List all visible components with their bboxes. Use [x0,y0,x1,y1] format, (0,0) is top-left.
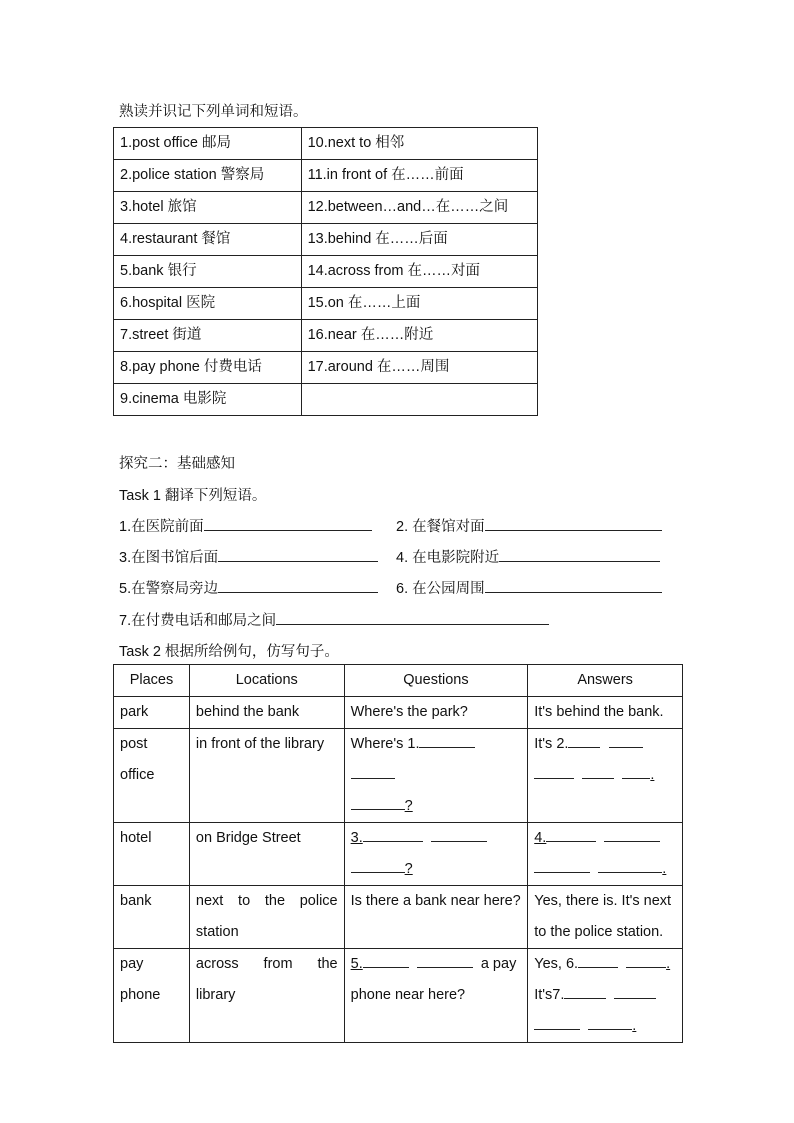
question-end: ? [404,861,413,877]
table-row [114,320,538,352]
answer-blank[interactable] [431,827,487,842]
answer-line: to the police station. [534,924,664,940]
section-heading: 探究二：基础感知 [119,456,235,472]
answer-blank[interactable] [534,764,574,779]
answer-blank[interactable] [363,827,423,842]
answer-prefix: Yes, 6. [534,956,579,972]
answer-blank[interactable] [363,953,409,968]
vocab-table [113,127,538,416]
task2-title: Task 2 根据所给例句，仿写句子。 [119,644,339,660]
answer-blank[interactable] [351,764,395,779]
place-line: post [120,736,148,752]
answer-blank[interactable] [534,858,590,873]
vocab-cell: 4.restaurant 餐馆 [114,224,302,256]
answer-blank[interactable] [485,516,662,531]
task1-item-1 [119,515,372,536]
vocab-cell: 9.cinema 电影院 [114,384,302,416]
question-prefix: 5. [350,956,363,972]
task1-item-text: 3.在图书馆后面 [119,550,219,566]
question-prefix: Where's 1. [350,736,420,752]
table-row [114,886,683,949]
answer-blank[interactable] [622,764,650,779]
vocab-cell: 3.hotel 旅馆 [114,192,302,224]
answer-blank[interactable] [582,764,614,779]
answer-blank[interactable] [534,1015,580,1030]
location-cell [189,949,344,1043]
table-row [114,128,538,160]
place-line: phone [120,987,161,1003]
place-cell: bank [114,886,190,949]
table-row [114,729,683,823]
answer-line: Yes, there is. It's next [534,893,672,909]
task1-item-6 [396,577,662,598]
location-line: station [195,924,239,940]
vocab-cell: 8.pay phone 付费电话 [114,352,302,384]
vocab-cell: 2.police station 警察局 [114,160,302,192]
answer-end: . [650,767,655,783]
vocab-cell: 14.across from 在……对面 [301,256,537,288]
col-header: Locations [189,665,344,697]
vocab-cell: 15.on 在……上面 [301,288,537,320]
answer-cell [528,729,683,823]
answer-blank[interactable] [588,1015,632,1030]
location-cell [189,886,344,949]
place-cell: park [114,697,190,729]
answer-blank[interactable] [609,733,643,748]
question-end: ? [404,798,413,814]
answer-blank[interactable] [598,858,662,873]
place-line: office [120,767,155,783]
vocab-cell: 12.between…and…在……之间 [301,192,537,224]
table-row [114,352,538,384]
question-cell [344,823,528,886]
answer-end: . [666,956,671,972]
answer-blank[interactable] [626,953,666,968]
task1-item-7 [119,609,549,630]
location-line: next to the police [195,893,338,909]
table-header-row [114,665,683,697]
answer-blank[interactable] [204,516,372,531]
place-cell [114,949,190,1043]
task2-table [113,664,683,1043]
table-row [114,288,538,320]
location-cell: on Bridge Street [189,823,344,886]
answer-blank[interactable] [419,733,475,748]
heading-memorize: 熟读并识记下列单词和短语。 [119,104,308,120]
answer-blank[interactable] [351,795,405,810]
answer-blank[interactable] [218,578,378,593]
question-prefix: 3. [350,830,363,846]
answer-blank[interactable] [568,733,600,748]
task1-item-4 [396,546,660,567]
question-cell: Where's the park? [344,697,528,729]
vocab-cell [301,384,537,416]
answer-blank[interactable] [546,827,596,842]
table-row [114,384,538,416]
answer-blank[interactable] [218,547,378,562]
location-cell: behind the bank [189,697,344,729]
answer-blank[interactable] [351,858,405,873]
place-cell: hotel [114,823,190,886]
vocab-cell: 5.bank 银行 [114,256,302,288]
question-mid: a pay [480,956,517,972]
place-line: pay [120,956,144,972]
answer-blank[interactable] [614,984,656,999]
task1-item-text: 7.在付费电话和邮局之间 [119,613,277,629]
vocab-cell: 13.behind 在……后面 [301,224,537,256]
answer-blank[interactable] [485,578,662,593]
col-header: Questions [344,665,528,697]
question-cell [344,949,528,1043]
task1-item-text: 6. 在公园周围 [396,581,485,597]
answer-cell [528,886,683,949]
vocab-cell: 17.around 在……周围 [301,352,537,384]
vocab-cell: 6.hospital 医院 [114,288,302,320]
answer-blank[interactable] [499,547,660,562]
table-row [114,823,683,886]
table-row [114,697,683,729]
answer-blank[interactable] [578,953,618,968]
answer-end: . [632,1018,637,1034]
vocab-cell: 1.post office 邮局 [114,128,302,160]
task1-item-text: 1.在医院前面 [119,519,204,535]
task1-item-2 [396,515,662,536]
col-header: Answers [528,665,683,697]
question-cell [344,729,528,823]
vocab-cell: 10.next to 相邻 [301,128,537,160]
location-cell: in front of the library [189,729,344,823]
table-row [114,256,538,288]
answer-prefix: 4. [534,830,547,846]
task1-item-text: 5.在警察局旁边 [119,581,219,597]
table-row [114,224,538,256]
answer-end: . [662,861,667,877]
place-cell [114,729,190,823]
table-row [114,192,538,224]
question-line: phone near here? [350,987,466,1003]
answer-prefix: It's7. [534,987,565,1003]
col-header: Places [114,665,190,697]
location-line: library [195,987,236,1003]
table-row [114,949,683,1043]
answer-blank[interactable] [276,610,549,625]
answer-cell: It's behind the bank. [528,697,683,729]
vocab-cell: 11.in front of 在……前面 [301,160,537,192]
answer-blank[interactable] [564,984,606,999]
task1-item-5 [119,577,378,598]
location-line: across from the [195,956,338,972]
answer-prefix: It's 2. [534,736,569,752]
vocab-cell: 16.near 在……附近 [301,320,537,352]
table-row [114,160,538,192]
task1-item-text: 4. 在电影院附近 [396,550,500,566]
answer-blank[interactable] [417,953,473,968]
answer-cell [528,949,683,1043]
vocab-cell: 7.street 街道 [114,320,302,352]
task1-title: Task 1 翻译下列短语。 [119,488,267,504]
answer-cell [528,823,683,886]
task1-item-text: 2. 在餐馆对面 [396,519,485,535]
question-cell: Is there a bank near here? [344,886,528,949]
answer-blank[interactable] [604,827,660,842]
task1-item-3 [119,546,378,567]
